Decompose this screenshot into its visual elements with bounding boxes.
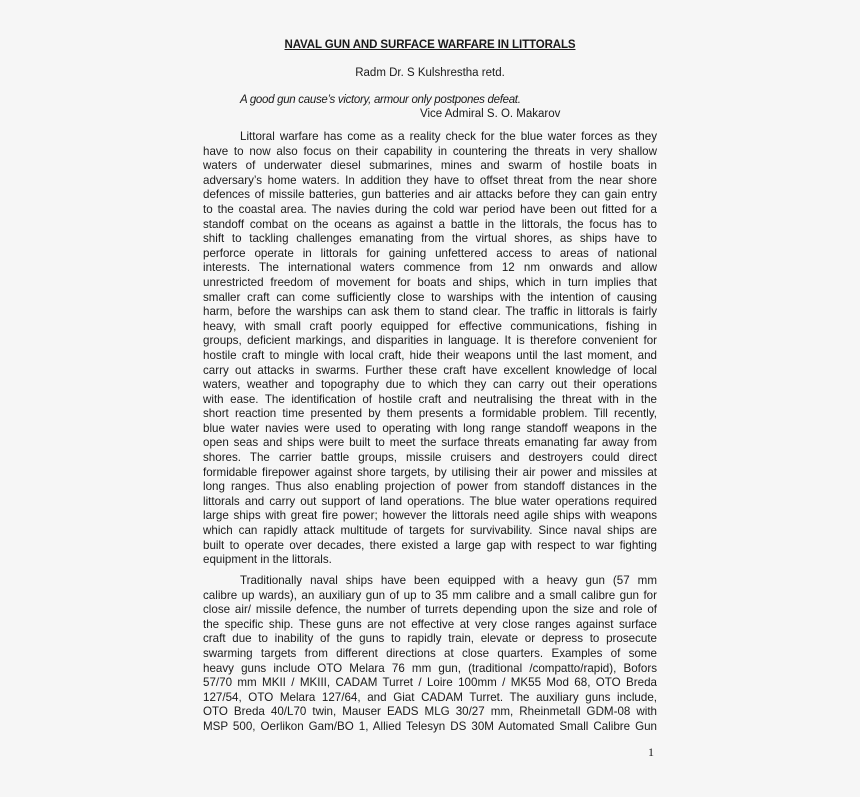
text-line: adversary’s home waters. In addition they have to offset threat from the near shore <box>203 173 657 187</box>
text-line: 127/54, OTO Melara 127/64, and Giat CADAM Turret. The auxiliary guns include, <box>203 690 657 704</box>
text-line: short reaction time presented by them presents a formidable problem. Till recently, <box>203 407 657 421</box>
text-line: standoff combat on the oceans as against a battle in the littorals, the focus has to <box>203 217 657 231</box>
text-line: groups, deficient markings, and disparities in language. It is therefore convenient for <box>203 334 657 348</box>
text-line: unrestricted freedom of movement for boats and ships, which in turn implies that <box>203 275 657 289</box>
epigraph-quote: A good gun cause’s victory, armour only postpones defeat. <box>240 94 521 106</box>
text-line: heavy guns include OTO Melara 76 mm gun, (traditional /compatto/rapid), Bofors <box>203 661 657 675</box>
text-line: harm, before the warships can ask them to stand clear. The traffic in littorals is fairly <box>203 305 657 319</box>
text-line: interests. The international waters commence from 12 nm onwards and allow <box>203 261 657 275</box>
text-line: swarming targets from different directions at close quarters. Examples of some <box>203 646 657 660</box>
text-line: which can rapidly attack multitude of targets for survivability. Since naval ships are <box>203 524 657 538</box>
text-line: waters, weather and topography due to which they can carry out their operations <box>203 378 657 392</box>
page-number: 1 <box>648 745 654 759</box>
text-line: heavy, with small craft poorly equipped for effective communications, fishing in <box>203 319 657 333</box>
epigraph-attribution: Vice Admiral S. O. Makarov <box>420 108 561 120</box>
text-line: OTO Breda 40/L70 twin, Mauser EADS MLG 30/27 mm, Rheinmetall GDM-08 with <box>203 705 657 719</box>
text-line: 57/70 mm MKII / MKIII, CADAM Turret / Loire 100mm / MK55 Mod 68, OTO Breda <box>203 676 657 690</box>
text-line: calibre up wards), an auxiliary gun of up to 35 mm calibre and a small calibre gun for <box>203 588 657 602</box>
text-line: built to operate over decades, there existed a large gap with respect to war fighting <box>203 538 657 552</box>
text-line: defences of missile batteries, gun batteries and air attacks before they can gain entry <box>203 188 657 202</box>
text-line: perforce operate in littorals for gaining unfettered access to areas of national <box>203 246 657 260</box>
text-line: large ships with great fire power; however the littorals need agile ships with weapons <box>203 509 657 523</box>
text-line: blue water navies were used to operating with long range standoff weapons in the <box>203 421 657 435</box>
text-line: close air/ missile defence, the number of turrets depending upon the size and role of <box>203 603 657 617</box>
text-line: with ease. The identification of hostile craft and neutralising the threat with in the <box>203 392 657 406</box>
text-line: smaller craft can come sufficiently close to warships with the intention of causing <box>203 290 657 304</box>
text-line: Littoral warfare has come as a reality check for the blue water forces as they <box>240 130 657 143</box>
text-line: craft due to inability of the guns to rapidly train, elevate or depress to prosecute <box>203 632 657 646</box>
paragraph-1 <box>203 130 657 568</box>
text-line: Traditionally naval ships have been equipped with a heavy gun (57 mm <box>240 574 657 587</box>
paragraph-2 <box>203 574 657 735</box>
text-line: waters of underwater diesel submarines, mines and swarm of hostile boats in <box>203 159 657 173</box>
text-line: littorals and carry out support of land operations. The blue water operations required <box>203 494 657 508</box>
text-line: equipment in the littorals. <box>203 553 332 567</box>
text-line: carry out attacks in swarms. Further these craft have excellent knowledge of local <box>203 363 657 377</box>
text-line: the specific ship. These guns are not effective at very close ranges against surface <box>203 617 657 631</box>
document-title: NAVAL GUN AND SURFACE WARFARE IN LITTORALS <box>284 39 576 51</box>
text-line: to the coastal area. The navies during the cold war period have been out fitted for a <box>203 202 657 216</box>
text-line: open seas and ships were built to meet the surface threats emanating far away from <box>203 436 657 450</box>
text-line: MSP 500, Oerlikon Gam/BO 1, Allied Telesyn DS 30M Automated Small Calibre Gun <box>203 719 657 733</box>
text-line: hostile craft to mingle with local craft, hide their weapons until the last moment, and <box>203 348 657 362</box>
text-line: long ranges. Thus also enabling projection of power from standoff distances in the <box>203 480 657 494</box>
text-line: formidable firepower against shore targets, by utilising their air power and missiles at <box>203 465 657 479</box>
author-line: Radm Dr. S Kulshrestha retd. <box>355 67 505 79</box>
text-line: have to now also focus on their capability in countering the threats in very shallow <box>203 144 657 158</box>
text-line: shores. The carrier battle groups, missile cruisers and destroyers could direct <box>203 451 657 465</box>
text-line: shift to tackling challenges emanating from the virtual shores, as ships have to <box>203 232 657 246</box>
